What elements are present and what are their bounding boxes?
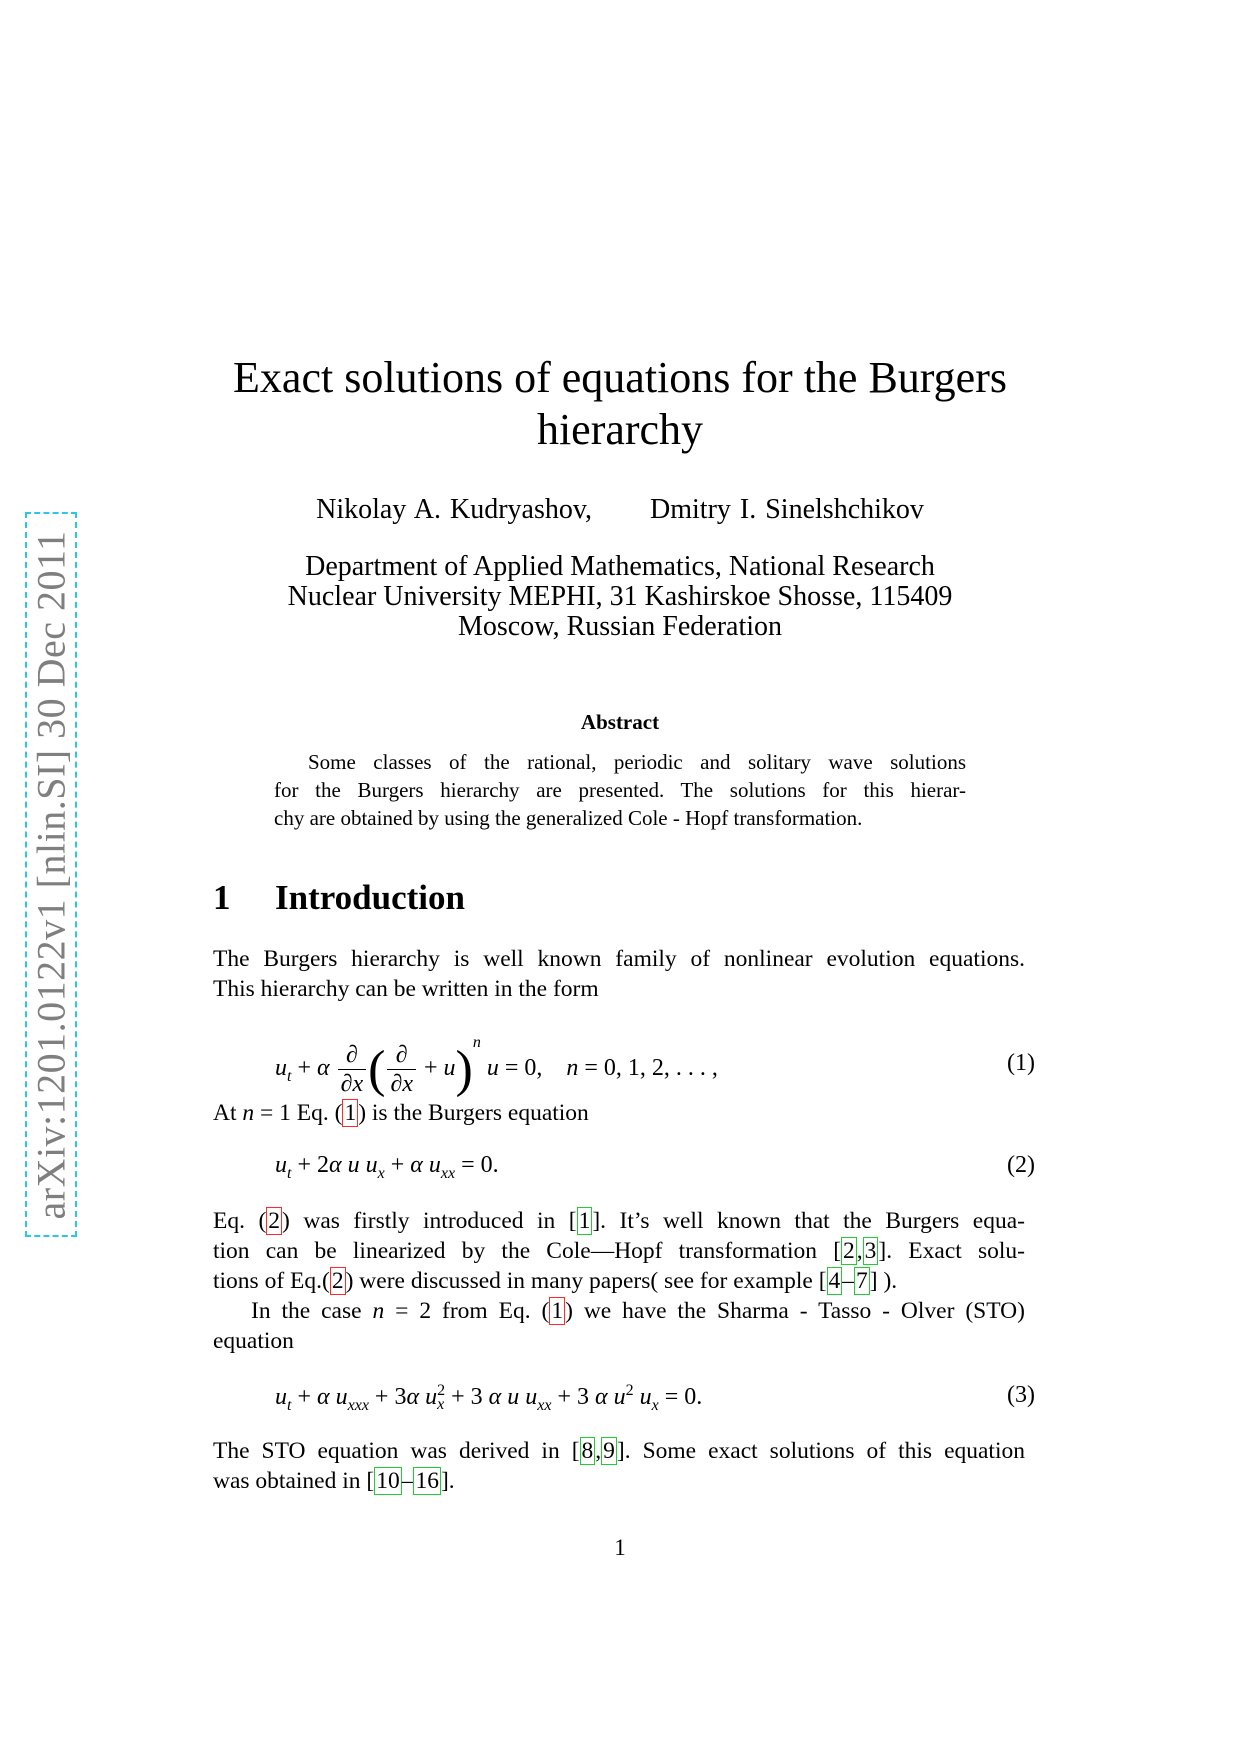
equation-2 xyxy=(275,1152,1035,1192)
affiliation-line: Nuclear University MEPHI, 31 Kashirskoe Shosse, 115409 xyxy=(287,581,953,612)
text-run: from Eq. xyxy=(431,1298,542,1324)
equation-link[interactable]: 2 xyxy=(331,1268,344,1294)
section-number: 1 xyxy=(213,878,231,917)
paragraph-2: At n = 1 Eq. (1) is the Burgers equation xyxy=(213,1100,589,1126)
equation-1-formula: $u_t + \alpha$ $\frac{\partial}{\partial x}$ ( $\frac{\partial}{\partial x}$ + u)$^n$ u = 0, n = 0, 1, 2, . . . , xyxy=(275,1034,718,1098)
text-run: Eq. xyxy=(213,1208,259,1234)
paper-title: Exact solutions of equations for the Burgers hierarchy xyxy=(233,353,1007,454)
text-run: we have the Sharma - Tasso - Olver (STO) xyxy=(572,1298,1025,1324)
abstract-line: Some classes of the rational, periodic and solitary wave solutions xyxy=(308,750,966,774)
equation-link[interactable]: 1 xyxy=(551,1298,564,1324)
citation-link[interactable]: 16 xyxy=(415,1468,439,1494)
equation-number: (2) xyxy=(1007,1152,1035,1178)
page-number: 1 xyxy=(614,1535,626,1560)
section-heading xyxy=(213,878,465,918)
text-run: In the case xyxy=(251,1298,373,1324)
abstract-line: for the Burgers hierarchy are presented. The solutions for this hierar- xyxy=(274,778,966,802)
equation-link[interactable]: 1 xyxy=(344,1100,357,1126)
citation-link[interactable]: 10 xyxy=(376,1468,400,1494)
equation-link[interactable]: 2 xyxy=(268,1208,281,1234)
equation-1 xyxy=(275,1034,1035,1104)
paragraph-1 xyxy=(213,944,1025,1004)
text-line: This hierarchy can be written in the form xyxy=(213,976,599,1002)
text-run: tions of Eq. xyxy=(213,1268,323,1294)
text-line: The Burgers hierarchy is well known family of nonlinear evolution equations. xyxy=(213,946,1025,972)
text-run: is the Burgers equation xyxy=(366,1100,589,1126)
text-run: was firstly introduced in xyxy=(289,1208,569,1234)
text-run: . Some exact solutions of this equation xyxy=(624,1438,1025,1464)
text-run: . Exact solu- xyxy=(886,1238,1025,1264)
section-title: Introduction xyxy=(275,878,465,917)
citation-link[interactable]: 7 xyxy=(856,1268,868,1294)
text-run: Eq. xyxy=(290,1100,335,1126)
citation-link[interactable]: 4 xyxy=(828,1268,841,1294)
abstract-heading: Abstract xyxy=(580,710,660,734)
citation-link[interactable]: 9 xyxy=(603,1438,615,1464)
paragraph-5: The STO equation was derived in [8,9]. Some exact solutions of this equation was obtained in [10–16]. xyxy=(213,1438,1025,1494)
text-run: . It’s well known that the Burgers equa- xyxy=(600,1208,1025,1234)
paragraph-3: Eq. (2) was firstly introduced in [1]. It’s well known that the Burgers equa- tion can be linearized by the Cole—Hopf transformation [2,3]. Exact solu- tions of Eq.(2) were discussed in many papers( see for example [4–7] ). In the case n = 2 from Eq. (1) we have the Sharma - Tasso - Olver (STO) equation xyxy=(213,1208,1025,1354)
equation-3 xyxy=(275,1382,1035,1422)
text-run: The STO equation was derived in xyxy=(213,1438,572,1464)
citation-link[interactable]: 1 xyxy=(578,1208,591,1234)
arxiv-stamp xyxy=(25,512,77,1237)
abstract-body xyxy=(274,748,966,832)
text-run: . xyxy=(448,1468,455,1494)
equation-2-formula: $u_t + 2\alpha$ u $u_x + \alpha$ $u_{xx} = 0$. xyxy=(275,1152,499,1182)
equation-3-formula: $u_t + \alpha$ $u_{xxx} + 3\alpha$ u 2 x + 3 α u $u_{xx} + 3$ α $u^2$ $u_x = 0$. xyxy=(275,1382,703,1414)
text-run: were discussed in many papers( see for example xyxy=(353,1268,819,1294)
equation-number: (1) xyxy=(1007,1050,1035,1076)
text-run: At xyxy=(213,1100,243,1126)
text-run: tion can be linearized by the Cole—Hopf transformation xyxy=(213,1238,834,1264)
text-line: equation xyxy=(213,1328,294,1354)
citation-link[interactable]: 8 xyxy=(581,1438,594,1464)
authors xyxy=(200,494,1040,526)
arxiv-stamp-text: arXiv:1201.0122v1 [nlin.SI] 30 Dec 2011 xyxy=(28,529,74,1220)
affiliation xyxy=(200,552,1040,642)
abstract-line: chy are obtained by using the generalized Cole - Hopf transformation. xyxy=(274,806,863,830)
author-2: Dmitry I. Sinelshchikov xyxy=(650,494,924,525)
text-run: ). xyxy=(877,1268,898,1294)
citation-link[interactable]: 3 xyxy=(864,1238,877,1264)
affiliation-line: Department of Applied Mathematics, National Research xyxy=(305,551,935,582)
citation-link[interactable]: 2 xyxy=(843,1238,855,1264)
author-1: Nikolay A. Kudryashov, xyxy=(316,494,593,525)
affiliation-line: Moscow, Russian Federation xyxy=(457,611,783,642)
text-run: was obtained in xyxy=(213,1468,367,1494)
equation-number: (3) xyxy=(1007,1382,1035,1408)
